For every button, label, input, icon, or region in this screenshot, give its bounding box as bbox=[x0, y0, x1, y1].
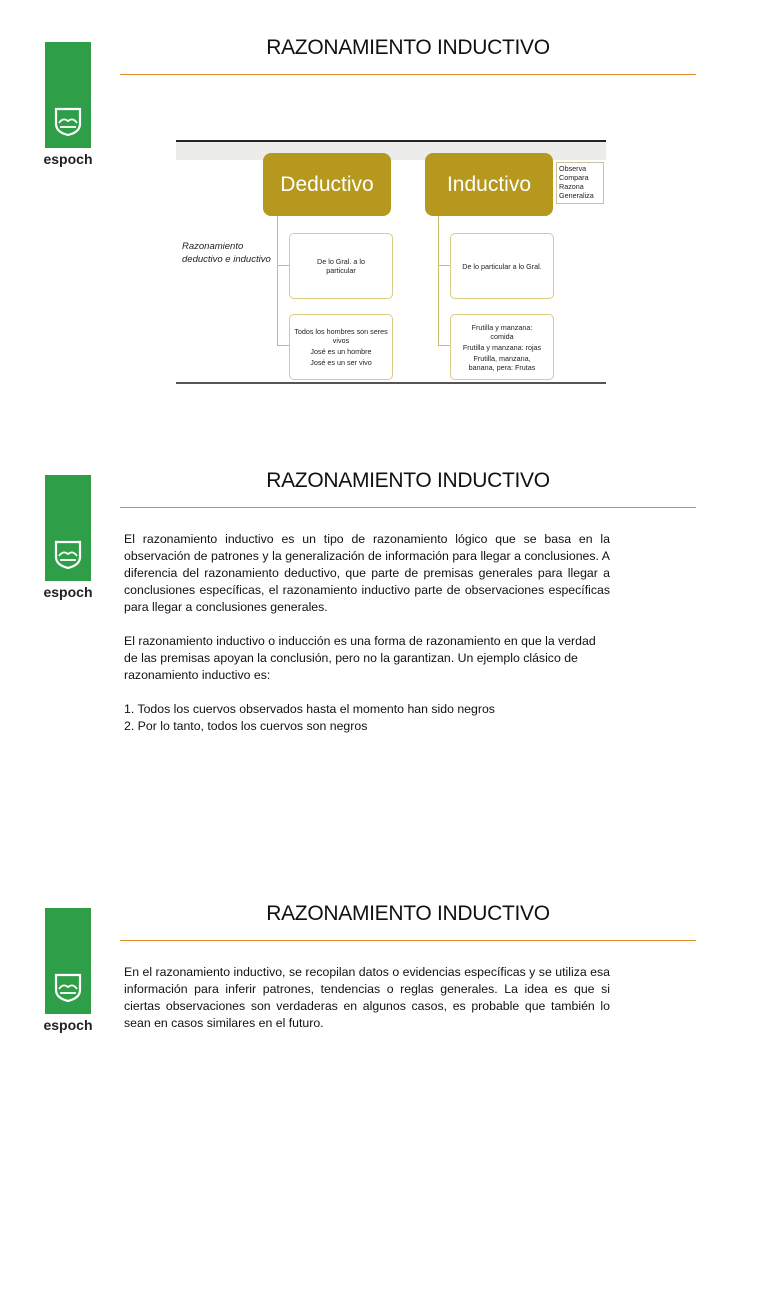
deductivo-definition: De lo Gral. a lo particular bbox=[317, 257, 365, 275]
deductivo-connector bbox=[277, 216, 278, 346]
slide-title: RAZONAMIENTO INDUCTIVO bbox=[266, 902, 550, 925]
deductivo-example-box bbox=[289, 314, 393, 380]
list-item-1: 1. Todos los cuervos observados hasta el momento han sido negros bbox=[124, 702, 495, 716]
inductivo-connector bbox=[438, 216, 439, 346]
shield-icon bbox=[53, 106, 83, 136]
deductivo-header: Deductivo bbox=[263, 153, 391, 216]
slide-title: RAZONAMIENTO INDUCTIVO bbox=[266, 469, 550, 492]
deductivo-example-3: José es un ser vivo bbox=[310, 358, 372, 367]
inductivo-header: Inductivo bbox=[425, 153, 553, 216]
title-divider bbox=[120, 74, 696, 75]
slide-body bbox=[124, 964, 610, 1032]
diagram-label: Razonamiento deductivo e inductivo bbox=[182, 241, 271, 265]
inductivo-branch-1 bbox=[438, 265, 450, 266]
step-razona: Razona bbox=[559, 182, 584, 191]
slide-1 bbox=[0, 0, 768, 433]
deductivo-branch-1 bbox=[277, 265, 289, 266]
slide-body bbox=[124, 531, 610, 735]
paragraph-1: El razonamiento inductivo es un tipo de razonamiento lógico que se basa en la observación de patrones y la generalización de información para llegar a conclusiones. A diferencia del razonamiento deductivo, que parte de premisas generales para llegar a conclusiones específicas, el razonamiento inductivo parte de observaciones específicas para llegar a conclusiones generales. bbox=[124, 532, 610, 614]
reasoning-diagram bbox=[176, 140, 606, 384]
espoch-logo bbox=[45, 42, 91, 148]
diagram-bottom-border bbox=[176, 382, 606, 384]
espoch-logo bbox=[45, 475, 91, 581]
inductivo-definition: De lo particular a lo Gral. bbox=[462, 261, 542, 271]
espoch-logo bbox=[45, 908, 91, 1014]
step-observa: Observa bbox=[559, 164, 587, 173]
step-generaliza: Generaliza bbox=[559, 191, 594, 200]
deductivo-example-1: Todos los hombres son seres vivos bbox=[294, 327, 388, 345]
logo-text: espoch bbox=[43, 584, 93, 600]
shield-icon bbox=[53, 972, 83, 1002]
title-divider bbox=[120, 507, 696, 508]
slide-2 bbox=[0, 433, 768, 866]
step-compara: Compara bbox=[559, 173, 589, 182]
inductivo-branch-2 bbox=[438, 345, 450, 346]
list-item-2: 2. Por lo tanto, todos los cuervos son negros bbox=[124, 719, 368, 733]
shield-icon bbox=[53, 539, 83, 569]
inductivo-example-2: Frutilla y manzana: rojas bbox=[462, 342, 542, 352]
inductivo-example-1: Frutilla y manzana: comida bbox=[471, 322, 533, 341]
paragraph-1: En el razonamiento inductivo, se recopilan datos o evidencias específicas y se utiliza esa información para inferir patrones, tendencias o reglas generales. La idea es que si ciertas observaciones son verdaderas en algunos casos, es probable que también lo sean en casos similares en el futuro. bbox=[124, 965, 610, 1030]
slide-3 bbox=[0, 866, 768, 1299]
inductivo-steps-list bbox=[556, 162, 604, 204]
deductivo-definition-box bbox=[289, 233, 393, 299]
logo-text: espoch bbox=[43, 151, 93, 167]
inductivo-example-box bbox=[450, 314, 554, 380]
title-divider bbox=[120, 940, 696, 941]
inductivo-example-3: Frutilla, manzana, banana, pera: Frutas bbox=[468, 353, 536, 372]
paragraph-2: El razonamiento inductivo o inducción es una forma de razonamiento en que la verdad de las premisas apoyan la conclusión, pero no la garantizan. Un ejemplo clásico de razonamiento inductivo es: bbox=[124, 634, 596, 682]
slide-title: RAZONAMIENTO INDUCTIVO bbox=[266, 36, 550, 59]
deductivo-branch-2 bbox=[277, 345, 289, 346]
deductivo-example-2: José es un hombre bbox=[310, 347, 372, 356]
logo-text: espoch bbox=[43, 1017, 93, 1033]
inductivo-definition-box bbox=[450, 233, 554, 299]
